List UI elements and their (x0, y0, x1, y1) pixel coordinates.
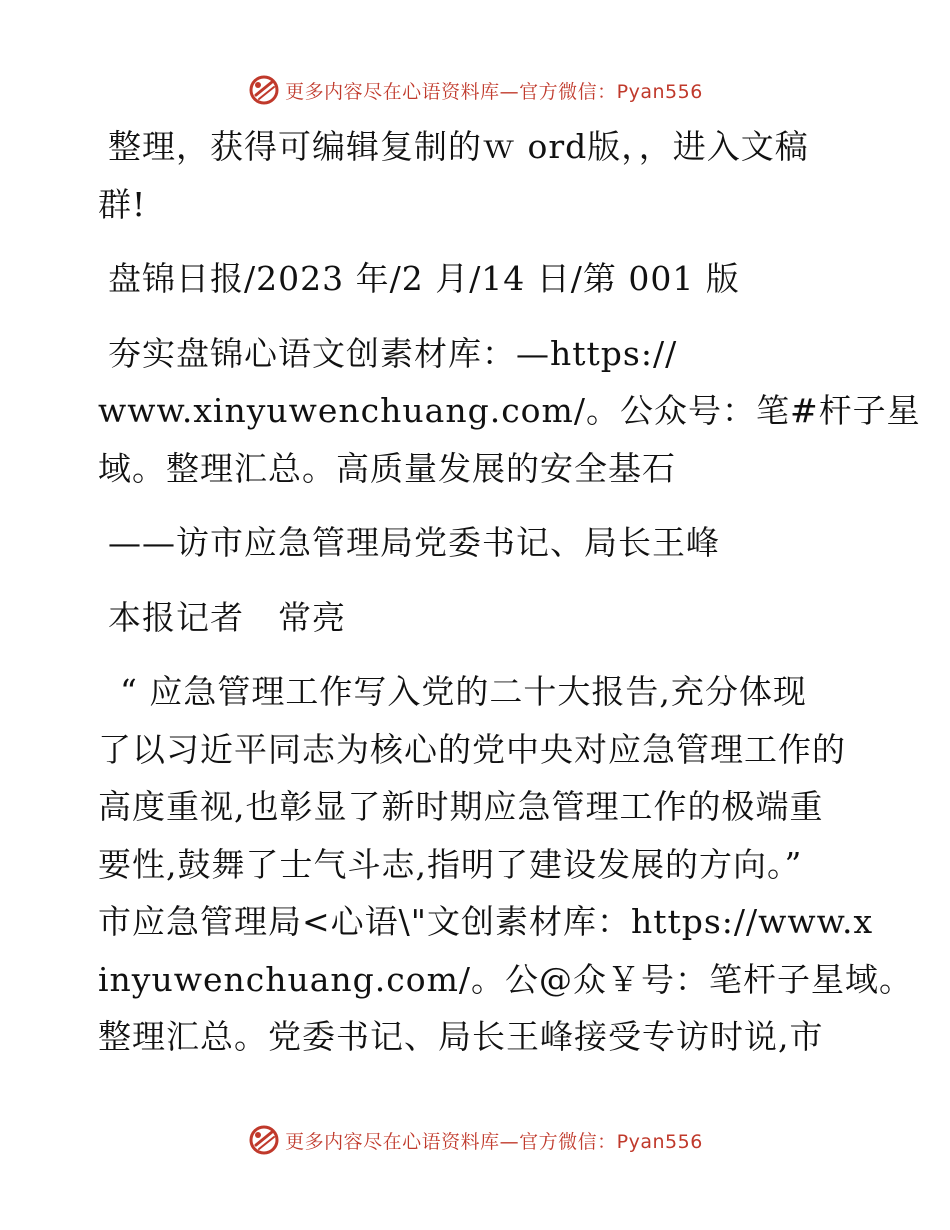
brand-logo-icon (247, 73, 281, 107)
text-line: “ 应急管理工作写入党的二十大报告,充分体现 (120, 672, 807, 711)
text-line: 要性,鼓舞了士气斗志,指明了建设发展的方向。” (98, 844, 803, 884)
text-line: 域。整理汇总。高质量发展的安全基石 (98, 448, 676, 488)
wechat-handle: Pyan556 (616, 1130, 703, 1153)
header-banner (0, 70, 950, 110)
byline: 本报记者 常亮 (108, 597, 346, 637)
text-line: www.xinyuwenchuang.com/。公众号：笔#杆子星 (98, 391, 921, 430)
text-line: 整理汇总。党委书记、局长王峰接受专访时说,市 (98, 1017, 824, 1056)
text-line: 市应急管理局<心语\"文创素材库：https://www.x (98, 902, 874, 941)
text-line: inyuwenchuang.com/。公@众￥号：笔杆子星域。 (98, 959, 914, 999)
banner-text: 更多内容尽在心语资料库—官方微信：Pyan556 (285, 80, 703, 103)
text-line: 了以习近平同志为核心的党中央对应急管理工作的 (98, 729, 846, 769)
banner-text: 更多内容尽在心语资料库—官方微信：Pyan556 (285, 1130, 703, 1153)
text-line: 群! (98, 184, 147, 224)
text-line: ——访市应急管理局党委书记、局长王峰 (108, 523, 720, 562)
wechat-handle: Pyan556 (616, 80, 703, 103)
text-line: 夯实盘锦心语文创素材库：—https:// (108, 333, 678, 373)
text-line: 整理，获得可编辑复制的ｗ ord版，，进入文稿 (108, 127, 809, 166)
brand-logo-icon (247, 1123, 281, 1157)
footer-banner (0, 1120, 950, 1160)
document-body (98, 118, 921, 1066)
text-line: 高度重视,也彰显了新时期应急管理工作的极端重 (98, 787, 824, 826)
text-line: 盘锦日报/2023 年/2 月/14 日/第 001 版 (108, 259, 740, 298)
